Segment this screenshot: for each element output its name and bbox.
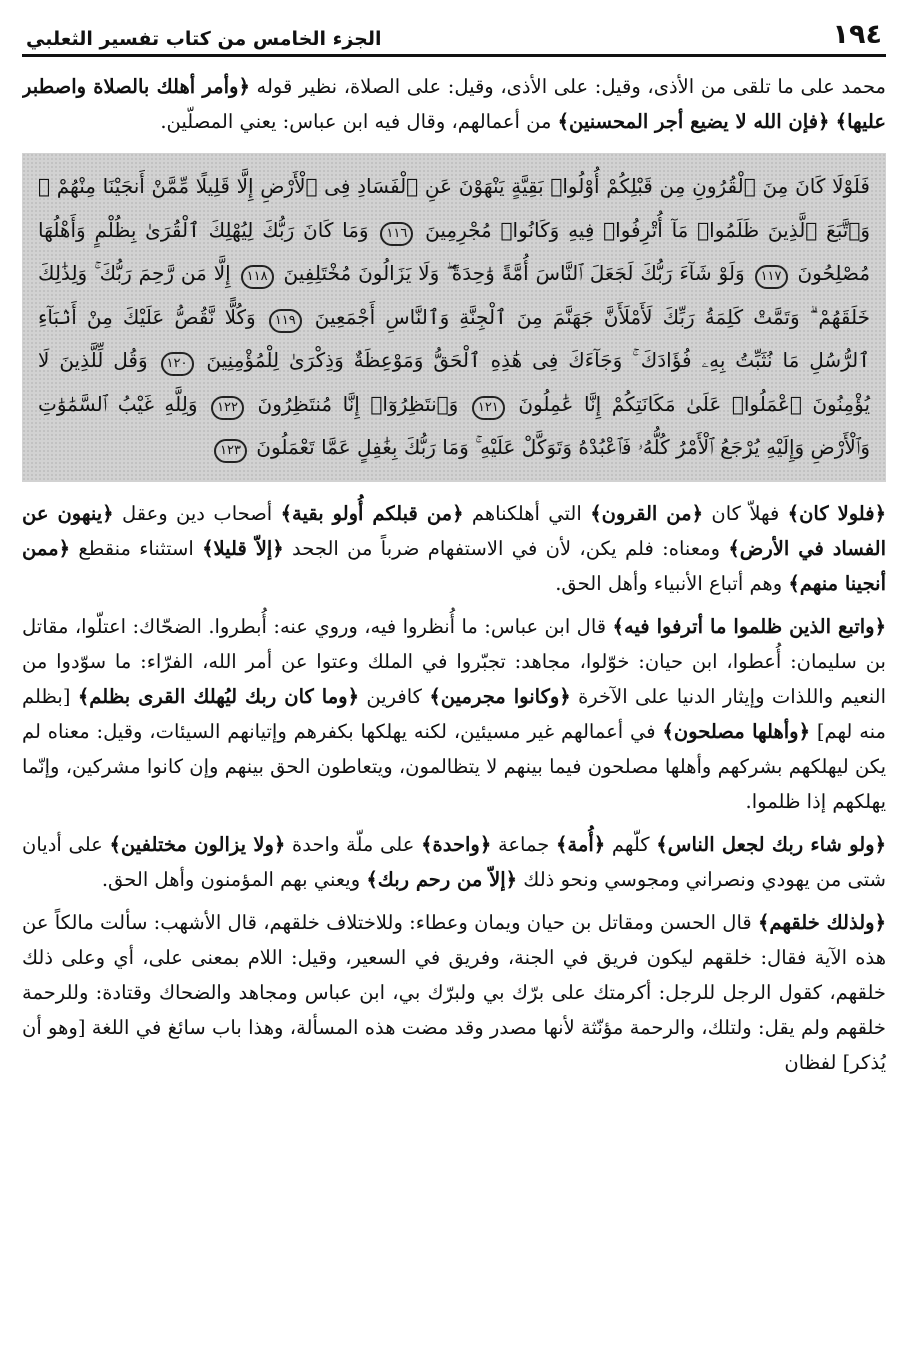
- commentary-text: في أعمالهم غير مسيئين، لكنه يهلكها بكفرهم وإتيانهم السيئات، وقيل: معناه لم يكن ليهلكهم بشركهم وأهلها مصلحون فيما بينهم لا يتظالمون، ويتعاطون الحق بينهم وإن كانوا مشركين، وإنّما يهلكهم إذا ظلموا.: [22, 719, 886, 813]
- intro-text: من أعمالهم، وقال فيه ابن عباس: يعني المصلّين.: [160, 110, 558, 133]
- verse-citation: ﴿فإن الله لا يضيع أجر المحسنين﴾: [557, 110, 830, 133]
- ayah-number-marker: ١٢٣: [214, 439, 247, 463]
- commentary-text: التي أهلكناهم: [463, 501, 591, 525]
- commentary-text: وهم أتباع الأنبياء وأهل الحق.: [555, 571, 789, 595]
- commentary-paragraph-1: [22, 496, 886, 601]
- quran-verses: [38, 165, 870, 470]
- intro-text: محمد على ما تلقى من الأذى، وقيل: على الأذى، وقيل: على الصلاة، نظير قوله: [249, 75, 886, 98]
- commentary-text: [بظلم منه لهم]: [22, 684, 886, 743]
- ayah-text: إِلَّا مَن رَّحِمَ رَبُّكَ ۚ وَلِذَٰلِكَ خَلَقَهُمْ ۗ وَتَمَّتْ كَلِمَةُ رَبِّكَ لَأَمْلَأَنَّ جَهَنَّمَ مِنَ ٱلْجِنَّةِ وَٱلنَّاسِ أَجْمَعِينَ: [38, 261, 871, 329]
- ayah-number-marker: ١١٧: [755, 265, 788, 289]
- verse-citation: ﴿وأهلها مصلحون﴾: [662, 719, 811, 743]
- verse-citation: ﴿ينهون عن الفساد في الأرض﴾: [22, 501, 886, 560]
- page-header: [22, 10, 886, 57]
- ayah-text: وَمَا كَانَ رَبُّكَ لِيُهْلِكَ ٱلْقُرَىٰ بِظُلْمٍ وَأَهْلُهَا مُصْلِحُونَ: [38, 217, 871, 285]
- verse-citation: ﴿وكانوا مجرمين﴾: [429, 684, 571, 708]
- commentary-text: استثناء منقطع: [70, 536, 203, 560]
- verse-citation: ﴿واحدة﴾: [421, 832, 492, 856]
- commentary-text: كافرين: [359, 684, 430, 708]
- verse-citation: ﴿إلاّ من رحم ربك﴾: [366, 867, 518, 891]
- commentary-text: جماعة: [491, 832, 556, 856]
- ayah-number-marker: ١١٦: [380, 222, 413, 246]
- quran-verses-box: [22, 153, 886, 482]
- verse-citation: ﴿واتبع الذين ظلموا ما أترفوا فيه﴾: [612, 614, 886, 638]
- ayah-number-marker: ١١٨: [241, 265, 274, 289]
- commentary-text: كلّهم: [605, 832, 657, 856]
- verse-citation: ﴿وأمر أهلك بالصلاة واصطبر عليها﴾: [22, 75, 886, 133]
- commentary-text: ويعني بهم المؤمنون وأهل الحق.: [101, 867, 367, 891]
- verse-citation: ﴿ولا يزالون مختلفين﴾: [109, 832, 286, 856]
- verse-citation: ﴿وما كان ربك ليُهلك القرى بظلم﴾: [77, 684, 359, 708]
- verse-citation: ﴿ولو شاء ربك لجعل الناس﴾: [656, 832, 886, 856]
- ayah-text: وَكُلًّا نَّقُصُّ عَلَيْكَ مِنْ أَنۢبَآءِ ٱلرُّسُلِ مَا نُثَبِّتُ بِهِۦ فُؤَادَكَ ۚ وَجَآءَكَ فِى هَٰذِهِ ٱلْحَقُّ وَمَوْعِظَةٌ وَذِكْرَىٰ لِلْمُؤْمِنِينَ: [38, 304, 870, 372]
- commentary-text: قال ابن عباس: ما أُنظروا فيه، وروي عنه: أُبطروا. الضحّاك: اعتلّوا، مقاتل بن سليمان: أُعطوا، ابن حيان: خوّلوا، مجاهد: تجبّروا في الملك وعتوا عن أمر الله، الفرّاء: ما سوّدوا من النعيم واللذات وإيثار الدنيا على الآخرة: [22, 614, 886, 708]
- commentary-text: قال الحسن ومقاتل بن حيان ويمان وعطاء: وللاختلاف خلقهم، قال الأشهب: سألت مالكاً عن هذه الآية فقال: خلقهم ليكون فريق في الجنة، وفريق في السعير، وقيل: اللام بمعنى على، أي وعلى ذلك خلقهم، كقول الرجل للرجل: أكرمتك على برّك بي ولبرّك بي، ابن عباس ومجاهد والضحاك وقتادة: وللرحمة خلقهم ولم يقل: ولتلك، والرحمة مؤنّثة لأنها مصدر وقد مضت هذه المسألة، وهذا باب سائغ في اللغة [وهو أن يُذكر] لفظان: [22, 910, 886, 1074]
- verse-citation: ﴿من قبلكم أُولو بقية﴾: [280, 501, 464, 525]
- verse-citation: ﴿فلولا كان﴾: [787, 501, 886, 525]
- ayah-text: وَٱنتَظِرُوٓا۟ إِنَّا مُنتَظِرُونَ: [257, 391, 459, 416]
- commentary-paragraph-4: [22, 905, 886, 1080]
- verse-citation: ﴿ولذلك خلقهم﴾: [758, 910, 886, 934]
- commentary-text: أصحاب دين وعقل: [113, 501, 281, 525]
- commentary-text: فهلاّ كان: [703, 501, 788, 525]
- page-number: ١٩٤: [832, 19, 882, 50]
- commentary-text: ومعناه: فلم يكن، لأن في الاستفهام ضرباً من الجحد: [283, 536, 729, 560]
- ayah-number-marker: ١١٩: [269, 309, 302, 333]
- verse-citation: ﴿إلاّ قليلا﴾: [202, 536, 284, 560]
- commentary-text: على أديان شتى من يهودي ونصراني ومجوسي ونحو ذلك: [22, 832, 886, 891]
- verse-citation: ﴿ممن أنجينا منهم﴾: [22, 536, 886, 595]
- ayah-text: وَقُل لِّلَّذِينَ لَا يُؤْمِنُونَ ٱعْمَلُوا۟ عَلَىٰ مَكَانَتِكُمْ إِنَّا عَٰمِلُونَ: [38, 348, 871, 416]
- ayah-text: وَلَوْ شَآءَ رَبُّكَ لَجَعَلَ ٱلنَّاسَ أُمَّةً وَٰحِدَةً ۖ وَلَا يَزَالُونَ مُخْتَلِفِينَ: [283, 261, 745, 285]
- commentary-paragraph-3: [22, 827, 886, 897]
- verse-citation: ﴿أُمة﴾: [556, 832, 606, 856]
- intro-paragraph: [22, 69, 886, 139]
- page: [22, 10, 886, 1355]
- running-title: الجزء الخامس من كتاب تفسير الثعلبي: [26, 28, 382, 50]
- ayah-number-marker: ١٢٢: [211, 396, 244, 420]
- ayah-number-marker: ١٢١: [472, 396, 505, 420]
- verse-citation: ﴿من القرون﴾: [590, 501, 704, 525]
- commentary-paragraph-2: [22, 609, 886, 819]
- ayah-number-marker: ١٢٠: [161, 352, 194, 376]
- ayah-text: وَلِلَّهِ غَيْبُ ٱلسَّمَٰوَٰتِ وَٱلْأَرْضِ وَإِلَيْهِ يُرْجَعُ ٱلْأَمْرُ كُلُّهُۥ فَٱعْبُدْهُ وَتَوَكَّلْ عَلَيْهِ ۚ وَمَا رَبُّكَ بِغَٰفِلٍ عَمَّا تَعْمَلُونَ: [38, 391, 870, 459]
- commentary-text: على ملّة واحدة: [285, 832, 422, 856]
- ayah-text: فَلَوْلَا كَانَ مِنَ ٱلْقُرُونِ مِن قَبْلِكُمْ أُوْلُوا۟ بَقِيَّةٍ يَنْهَوْنَ عَنِ ٱلْفَسَادِ فِى ٱلْأَرْضِ إِلَّا قَلِيلًا مِّمَّنْ أَنجَيْنَا مِنْهُمْ ۗ وَٱتَّبَعَ ٱلَّذِينَ ظَلَمُوا۟ مَآ أُتْرِفُوا۟ فِيهِ وَكَانُوا۟ مُجْرِمِينَ: [38, 174, 871, 242]
